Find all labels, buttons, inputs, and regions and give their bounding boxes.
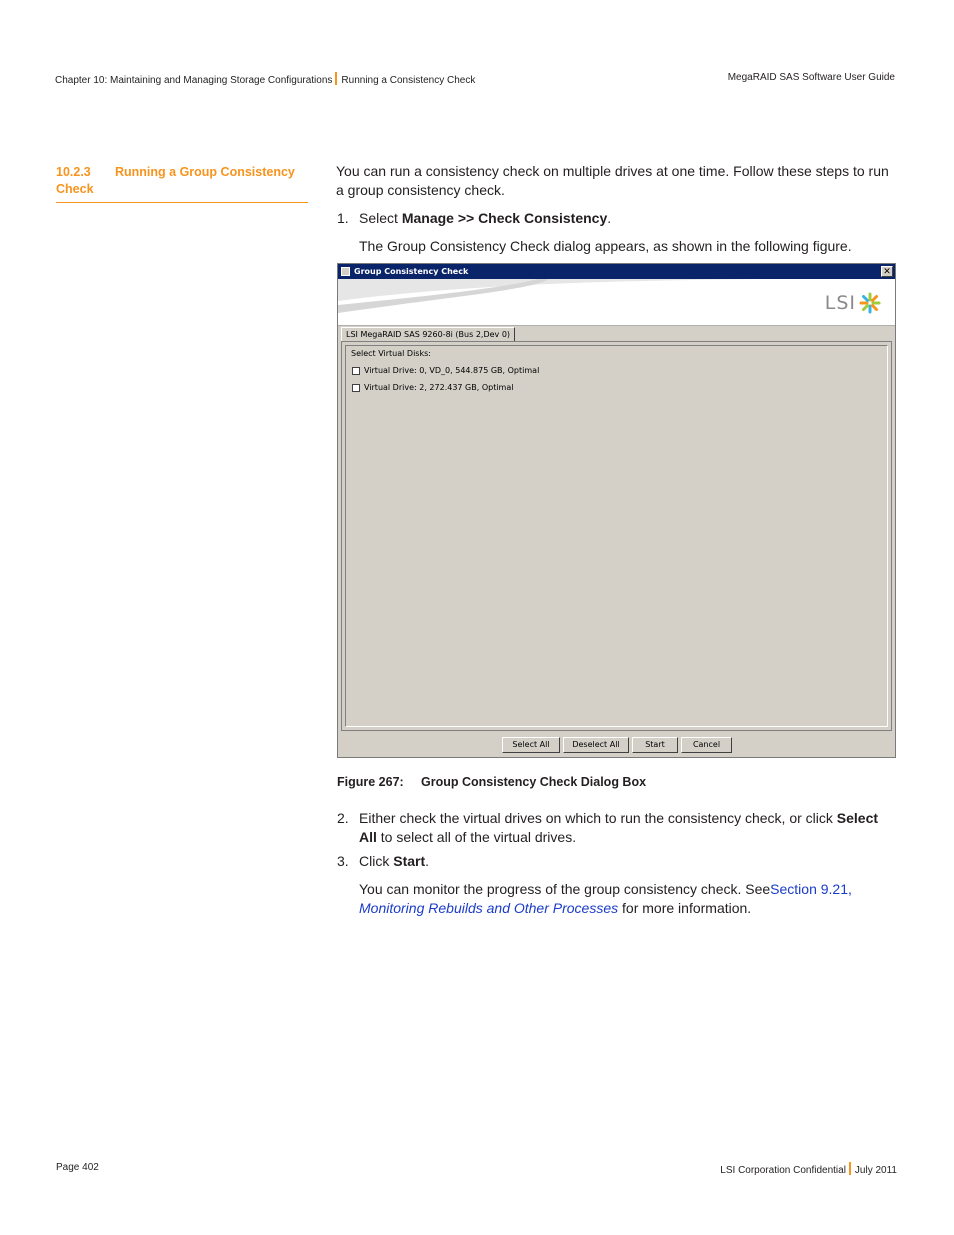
select-all-button[interactable]: Select All [502,737,560,753]
running-header-left [55,72,475,86]
section-link-title[interactable]: Monitoring Rebuilds and Other Processes [359,900,619,916]
deselect-all-button[interactable]: Deselect All [563,737,629,753]
dialog-title: Group Consistency Check [354,267,469,276]
footer-date: July 2011 [854,1165,897,1176]
header-guide-title: MegaRAID SAS Software User Guide [727,72,895,83]
intro-paragraph: You can run a consistency check on multiple drives at one time. Follow these steps to run a group consistency check. [336,163,889,198]
start-button[interactable]: Start [632,737,678,753]
vd-row[interactable] [352,366,539,375]
step-1-post: . [607,210,612,226]
close-icon[interactable]: ✕ [881,266,893,277]
step-1-number: 1. [337,210,349,226]
step-3-note-pre: You can monitor the progress of the group consistency check. See [359,881,771,897]
group-label: Select Virtual Disks: [351,349,431,358]
section-link[interactable]: Section 9.21, [770,881,852,897]
logo-text: LSI [824,292,856,314]
dialog-title-bar [338,264,895,279]
header-chapter: Chapter 10: Maintaining and Managing Storage Configurations [55,75,333,86]
footer-page-number: Page 402 [56,1162,99,1173]
footer-right [720,1162,897,1176]
dialog-button-row [338,737,895,753]
virtual-disks-group [345,345,888,727]
controller-tab[interactable]: LSI MegaRAID SAS 9260-8i (Bus 2,Dev 0) [341,327,515,341]
footer-divider [849,1162,851,1175]
figure-caption [337,775,646,789]
lsi-starburst-icon [859,292,881,314]
step-1-pre: Select [359,210,402,226]
step-2-text [359,809,899,847]
virtual-disks-panel [341,341,892,731]
vd-checkbox[interactable] [352,367,360,375]
step-1-text [359,209,899,228]
footer-confidential: LSI Corporation Confidential [720,1165,846,1176]
banner-swoosh [338,279,895,325]
section-number: 10.2.3 [56,165,91,179]
step-2-pre: Either check the virtual drives on which to run the consistency check, or click [359,810,837,826]
step-3-text [359,852,899,871]
step-2-select-all: Select All [359,810,879,845]
lsi-logo [825,292,881,314]
figure-label: Figure 267: [337,775,404,789]
section-title: Running a Group Consistency Check [56,165,295,196]
vd-checkbox[interactable] [352,384,360,392]
step-3-note-post: for more information. [618,900,752,916]
cancel-button[interactable]: Cancel [681,737,732,753]
vd-label: Virtual Drive: 2, 272.437 GB, Optimal [364,383,514,392]
step-3-start: Start [393,853,426,869]
step-1-menu-path: Manage >> Check Consistency [401,210,608,226]
step-3-post: . [425,853,430,869]
step-2-post: to select all of the virtual drives. [376,829,577,845]
header-divider [335,72,337,85]
vd-row[interactable] [352,383,513,392]
app-icon [341,267,350,276]
header-section: Running a Consistency Check [341,75,476,86]
group-consistency-check-dialog [337,263,896,758]
step-3-pre: Click [359,853,394,869]
step-1-note: The Group Consistency Check dialog appears, as shown in the following figure. [359,238,852,254]
section-heading [56,164,308,203]
vd-label: Virtual Drive: 0, VD_0, 544.875 GB, Optimal [364,366,540,375]
dialog-banner [338,279,895,326]
step-3-note [359,880,899,918]
step-2-number: 2. [337,810,349,826]
step-3-number: 3. [337,853,349,869]
figure-title: Group Consistency Check Dialog Box [421,775,647,789]
